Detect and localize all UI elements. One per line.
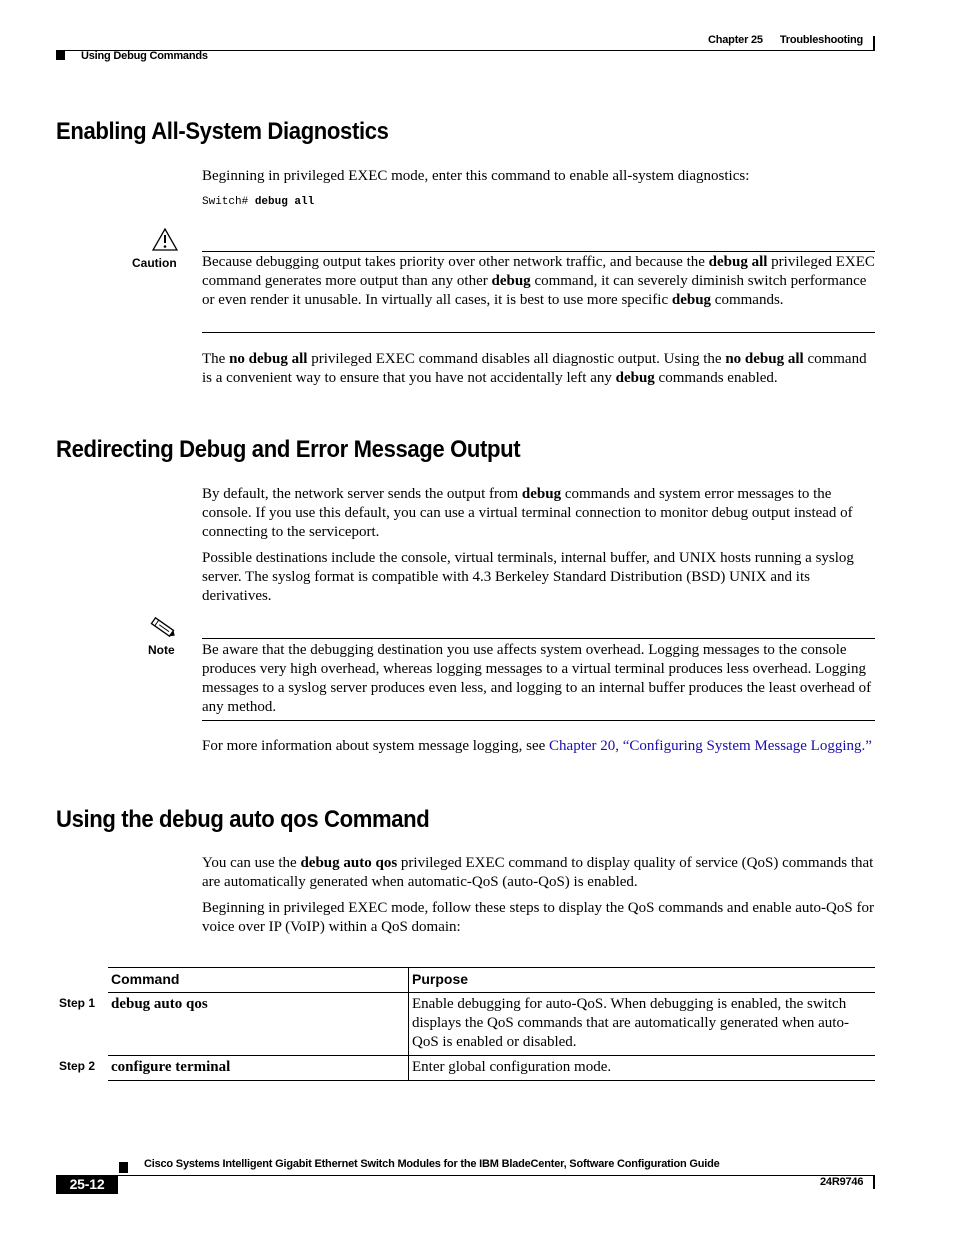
code-example (202, 196, 314, 208)
section3-heading: Using the debug auto qos Command (56, 806, 430, 833)
page-number: 25-12 (69, 1176, 105, 1192)
section3-para2: Beginning in privileged EXEC mode, follow these steps to display the QoS commands and enable auto-QoS for voice over IP (VoIP) within a QoS domain: (202, 900, 874, 935)
section3-para1: You can use the debug auto qos privileged EXEC command to display quality of service (QoS) commands that are automatically generated when automatic-QoS (auto-QoS) is enabled. (202, 855, 874, 890)
column-header-command: Command (108, 968, 409, 993)
section2-para1: By default, the network server sends the output from debug commands and system error messages to the console. If you use this default, you can use a virtual terminal connection to monitor debug output instead of connecting to the serviceport. (202, 486, 853, 540)
step1-purpose: Enable debugging for auto-QoS. When debugging is enabled, the switch displays the QoS commands that are automatically generated when auto-QoS is enabled or disabled. (409, 993, 876, 1056)
header-chapter-number: Chapter 25 (708, 34, 763, 46)
section2-para3: For more information about system message logging, see Chapter 20, “Configuring System Message Logging.” (202, 738, 872, 754)
section1-heading: Enabling All-System Diagnostics (56, 118, 389, 145)
footer-bar (873, 1175, 875, 1189)
page-number-box (56, 1175, 118, 1194)
section1-intro: Beginning in privileged EXEC mode, enter this command to enable all-system diagnostics: (202, 168, 750, 184)
step1-command: debug auto qos (111, 996, 208, 1012)
note-label: Note (148, 643, 175, 657)
footer-guide-title: Cisco Systems Intelligent Gigabit Ethernet Switch Modules for the IBM BladeCenter, Software Configuration Guide (144, 1158, 720, 1170)
note-text: Be aware that the debugging destination you use affects system overhead. Logging messages to the console produces very high overhead, whereas logging messages to a virtual terminal produces less overhead. Logging messages to a syslog server produces even less, and logging to an internal buffer produces the least overhead of any method. (202, 642, 872, 715)
section2-para2: Possible destinations include the console, virtual terminals, internal buffer, and UNIX hosts running a syslog server. The syslog format is compatible with 4.3 Berkeley Standard Distribution (BSD) UNIX and its derivatives. (202, 550, 854, 604)
code-command: debug all (254, 196, 315, 208)
code-prompt: Switch# (202, 196, 255, 208)
step2-purpose: Enter global configuration mode. (409, 1056, 876, 1081)
caution-label: Caution (132, 256, 177, 270)
table-row (108, 1056, 875, 1081)
note-bottom-rule (202, 720, 875, 721)
step1-label: Step 1 (59, 996, 96, 1010)
step2-label: Step 2 (59, 1059, 96, 1073)
caution-icon (152, 228, 178, 251)
section2-heading: Redirecting Debug and Error Message Output (56, 436, 521, 463)
caution-top-rule (202, 251, 875, 252)
header-chapter-title: Troubleshooting (779, 34, 864, 46)
table-row (108, 993, 875, 1056)
header-section: Using Debug Commands (81, 50, 208, 62)
caution-text: Because debugging output takes priority over other network traffic, and because the debug all privileged EXEC command generates more output than any other debug command, it can severely diminish switch performance or even render it unusable. In virtually all cases, it is best to use more specific debug commands. (202, 254, 875, 308)
footer-doc-number: 24R9746 (820, 1176, 864, 1188)
header-chapter (708, 34, 863, 46)
note-top-rule (202, 638, 875, 639)
column-header-purpose: Purpose (409, 968, 876, 993)
chapter20-link[interactable]: Chapter 20, “Configuring System Message Logging.” (549, 738, 872, 754)
footer-rule (56, 1175, 875, 1176)
note-pencil-icon (148, 616, 178, 640)
header-marker (56, 51, 65, 60)
table-header-row (108, 968, 875, 993)
step2-command: configure terminal (111, 1059, 231, 1075)
section1-para2: The no debug all privileged EXEC command disables all diagnostic output. Using the no debug all command is a convenient way to ensure that you have not accidentally left any debug commands enabled. (202, 351, 867, 386)
steps-table (108, 967, 875, 1081)
caution-bottom-rule (202, 332, 875, 333)
footer-marker (119, 1162, 128, 1173)
header-bar (873, 36, 875, 50)
